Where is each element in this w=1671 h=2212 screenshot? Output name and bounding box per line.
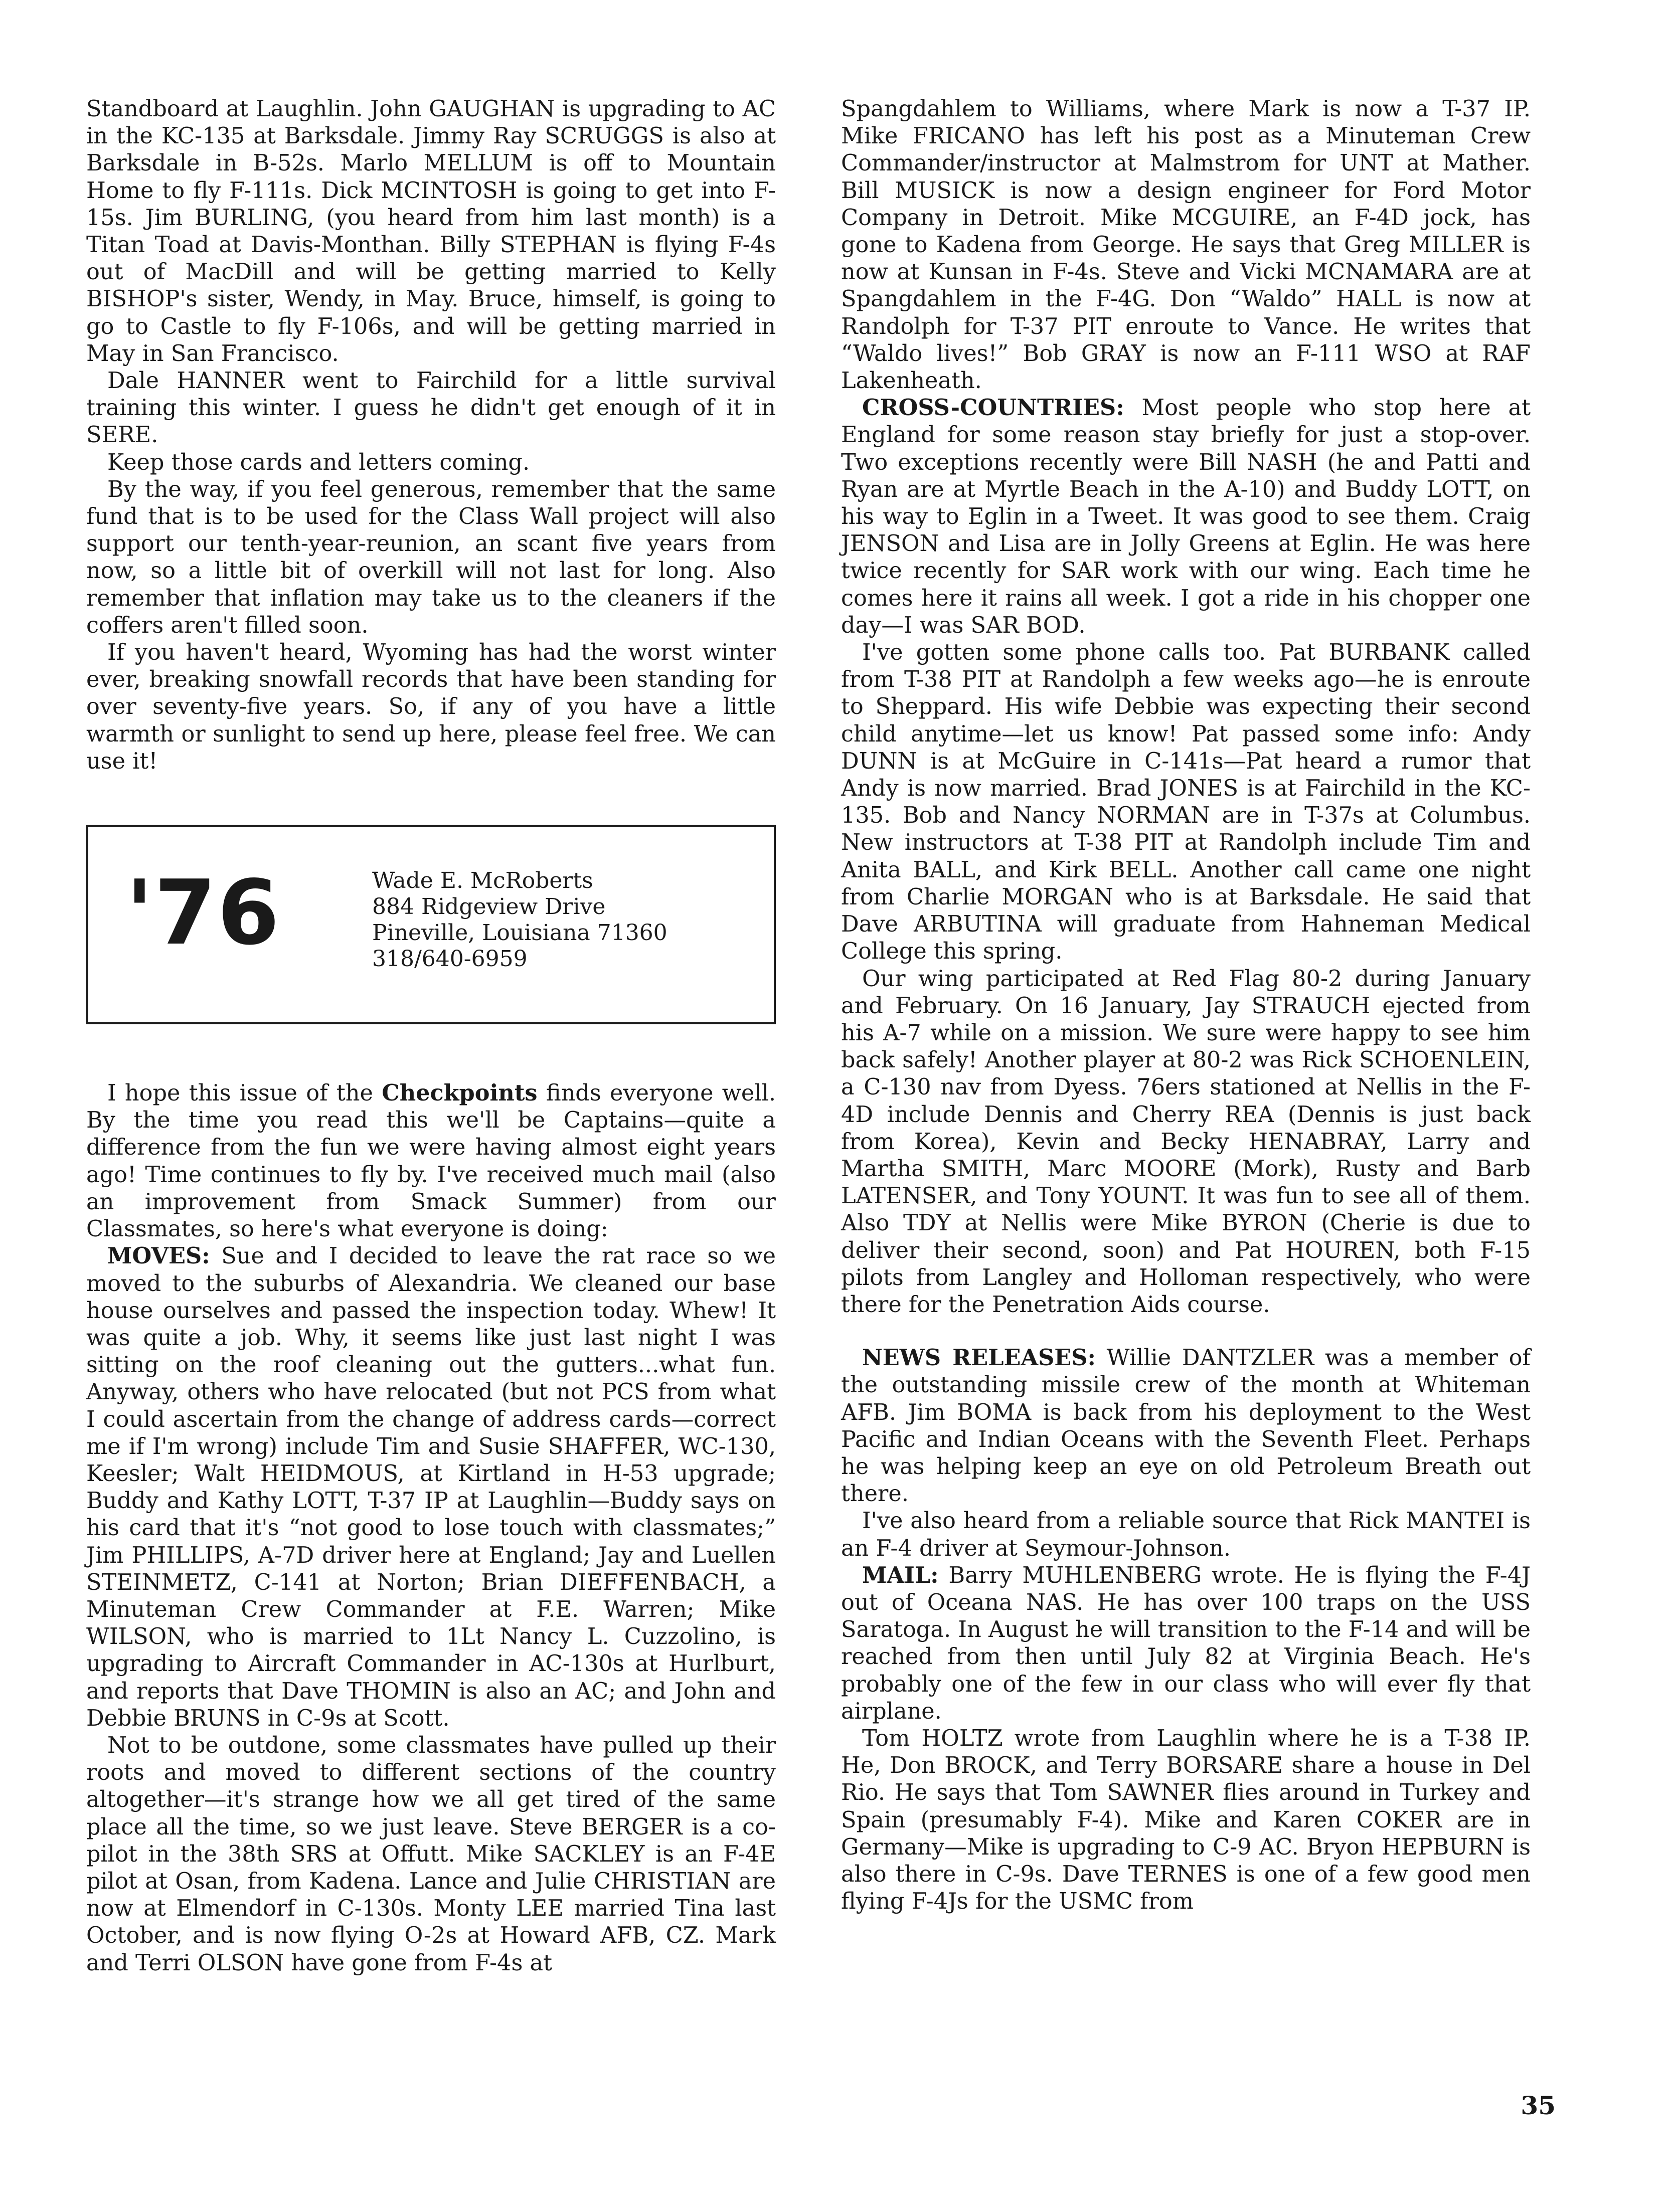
right-column <box>841 95 1531 1915</box>
correspondent-phone: 318/640-6959 <box>372 946 528 972</box>
paragraph <box>841 394 1531 639</box>
paragraph <box>841 1344 1531 1507</box>
left-column <box>86 95 776 1976</box>
class-correspondent-box <box>86 825 776 1024</box>
correspondent-street: 884 Ridgeview Drive <box>372 894 606 920</box>
paragraph: Standboard at Laughlin. John GAUGHAN is upgrading to AC in the KC-135 at Barksdale. Jimmy Ray SCRUGGS is also at Barksdale in B-52s. Marlo MELLUM is off to Mountain Home to fly F-111s. Dick MCINTOSH is going to get into F-15s. Jim BURLING, (you heard from him last month) is a Titan Toad at Davis-Monthan. Billy STEPHAN is flying F-4s out of MacDill and will be getting married to Kelly BISHOP's sister, Wendy, in May. Bruce, himself, is going to go to Castle to fly F-106s, and will be getting married in May in San Francisco. <box>86 96 776 366</box>
text-run: Willie DANTZLER was a member of the outstanding missile crew of the month at Whiteman AFB. Jim BOMA is back from his deployment to the West Pacific and Indian Oceans with the Seventh Fleet. Perhaps he was helping keep an eye on old Petroleum Breath out there. <box>841 1345 1531 1507</box>
text-run: Most people who stop here at England for some reason stay briefly for just a stop-over. Two exceptions recently were Bill NASH (he and Patti and Ryan are at Myrtle Beach in the A-10) and Buddy LOTT, on his way to Eglin in a Tweet. It was good to see them. Craig JENSON and Lisa are in Jolly Greens at Eglin. He was here twice recently for SAR work with our wing. Each time he comes here it rains all week. I got a ride in his chopper one day—I was SAR BOD. <box>841 395 1531 638</box>
paragraph: Spangdahlem to Williams, where Mark is now a T-37 IP. Mike FRICANO has left his post as a Minuteman Crew Commander/instructor at Malmstrom for UNT at Mather. Bill MUSICK is now a design engineer for Ford Motor Company in Detroit. Mike MCGUIRE, an F-4D jock, has gone to Kadena from George. He says that Greg MILLER is now at Kunsan in F-4s. Steve and Vicki MCNAMARA are at Spangdahlem in the F-4G. Don “Waldo” HALL is now at Randolph for T-37 PIT enroute to Vance. He writes that “Waldo lives!” Bob GRAY is now an F-111 WSO at RAF Lakenheath. <box>841 96 1531 394</box>
text-run: finds everyone well. By the time you read this we'll be Captains—quite a difference from the fun we were having almost eight years ago! Time continues to fly by. I've received much mail (also an improvement from Smack Summer) from our Classmates, so here's what everyone is doing: <box>86 1080 776 1242</box>
text-run: Sue and I decided to leave the rat race so we moved to the suburbs of Alexandria. We cleaned our base house ourselves and passed the inspection today. Whew! It was quite a job. Why, it seems like just last night I was sitting on the roof cleaning out the gutters...what fun. Anyway, others who have relocated (but not PCS from what I could ascertain from the change of address cards—correct me if I'm wrong) include Tim and Susie SHAFFER, WC-130, Keesler; Walt HEIDMOUS, at Kirtland in H-53 upgrade; Buddy and Kathy LOTT, T-37 IP at Laughlin—Buddy says on his card that it's “not good to lose touch with classmates;” Jim PHILLIPS, A-7D driver here at England; Jay and Luellen STEINMETZ, C-141 at Norton; Brian DIEFFENBACH, a Minuteman Crew Commander at F.E. Warren; Mike WILSON, who is married to 1Lt Nancy L. Cuzzolino, is upgrading to Aircraft Commander in AC-130s at Hurlburt, and reports that Dave THOMIN is also an AC; and John and Debbie BRUNS in C-9s at Scott. <box>86 1243 776 1731</box>
paragraph <box>86 1079 776 1242</box>
paragraph: By the way, if you feel generous, remember that the same fund that is to be used for the Class Wall project will also support our tenth-year-reunion, an scant five years from now, so a little bit of overkill will not last for long. Also remember that inflation may take us to the cleaners if the coffers aren't filled soon. <box>86 476 776 638</box>
paragraph <box>841 1562 1531 1725</box>
paragraph: Our wing participated at Red Flag 80-2 during January and February. On 16 January, Jay STRAUCH ejected from his A-7 while on a mission. We sure were happy to see him back safely! Another player at 80-2 was Rick SCHOENLEIN, a C-130 nav from Dyess. 76ers stationed at Nellis in the F-4D include Dennis and Cherry REA (Dennis is just back from Korea), Kevin and Becky HENABRAY, Larry and Martha SMITH, Marc MOORE (Mork), Rusty and Barb LATENSER, and Tony YOUNT. It was fun to see all of them. Also TDY at Nellis were Mike BYRON (Cherie is due to deliver their second, soon) and Pat HOUREN, both F-15 pilots from Langley and Holloman respectively, who were there for the Penetration Aids course. <box>841 965 1531 1318</box>
section-heading: NEWS RELEASES: <box>862 1344 1096 1371</box>
paragraph: Tom HOLTZ wrote from Laughlin where he is a T-38 IP. He, Don BROCK, and Terry BORSARE share a house in Del Rio. He says that Tom SAWNER flies around in Turkey and Spain (presumably F-4). Mike and Karen COKER are in Germany—Mike is upgrading to C-9 AC. Bryon HEPBURN is also there in C-9s. Dave TERNES is one of a few good men flying F-4Js for the USMC from <box>841 1725 1531 1915</box>
class-year: '76 <box>126 861 281 965</box>
correspondent-city: Pineville, Louisiana 71360 <box>372 920 667 946</box>
paragraph: I've also heard from a reliable source that Rick MANTEI is an F-4 driver at Seymour-Johnson. <box>841 1508 1531 1561</box>
paragraph: Keep those cards and letters coming. <box>107 449 530 475</box>
correspondent-name: Wade E. McRoberts <box>372 868 593 894</box>
section-heading: MAIL: <box>862 1561 939 1588</box>
section-heading: CROSS-COUNTRIES: <box>862 394 1124 421</box>
section-heading: MOVES: <box>107 1242 210 1269</box>
text-run: I hope this issue of the <box>107 1080 382 1107</box>
paragraph: If you haven't heard, Wyoming has had the worst winter ever, breaking snowfall records that have been standing for over seventy-five years. So, if any of you have a little warmth or sunlight to send up here, please feel free. We can use it! <box>86 639 776 774</box>
paragraph: I've gotten some phone calls too. Pat BURBANK called from T-38 PIT at Randolph a few weeks ago—he is enroute to Sheppard. His wife Debbie was expecting their second child anytime—let us know! Pat passed some info: Andy DUNN is at McGuire in C-141s—Pat heard a rumor that Andy is now married. Brad JONES is at Fairchild in the KC-135. Bob and Nancy NORMAN are in T-37s at Columbus. New instructors at T-38 PIT at Randolph include Tim and Anita BALL, and Kirk BELL. Another call came one night from Charlie MORGAN who is at Barksdale. He said that Dave ARBUTINA will graduate from Hahneman Medical College this spring. <box>841 639 1531 965</box>
correspondent-address <box>372 868 667 972</box>
paragraph <box>86 1242 776 1732</box>
paragraph: Not to be outdone, some classmates have pulled up their roots and moved to different sections of the country altogether—it's strange how we all get tired of the same place all the time, so we just leave. Steve BERGER is a co-pilot in the 38th SRS at Offutt. Mike SACKLEY is an F-4E pilot at Osan, from Kadena. Lance and Julie CHRISTIAN are now at Elmendorf in C-130s. Monty LEE married Tina last October, and is now flying O-2s at Howard AFB, CZ. Mark and Terri OLSON have gone from F-4s at <box>86 1732 776 1976</box>
page-number: 35 <box>1521 2091 1556 2120</box>
text-run: Barry MUHLENBERG wrote. He is flying the F-4J out of Oceana NAS. He has over 100 traps on the USS Saratoga. In August he will transition to the F-14 and will be reached from then until July 82 at Virginia Beach. He's probably one of the few in our class who will ever fly that airplane. <box>841 1562 1531 1724</box>
paragraph: Dale HANNER went to Fairchild for a little survival training this winter. I guess he didn't get enough of it in SERE. <box>86 367 776 448</box>
publication-name: Checkpoints <box>382 1079 538 1107</box>
